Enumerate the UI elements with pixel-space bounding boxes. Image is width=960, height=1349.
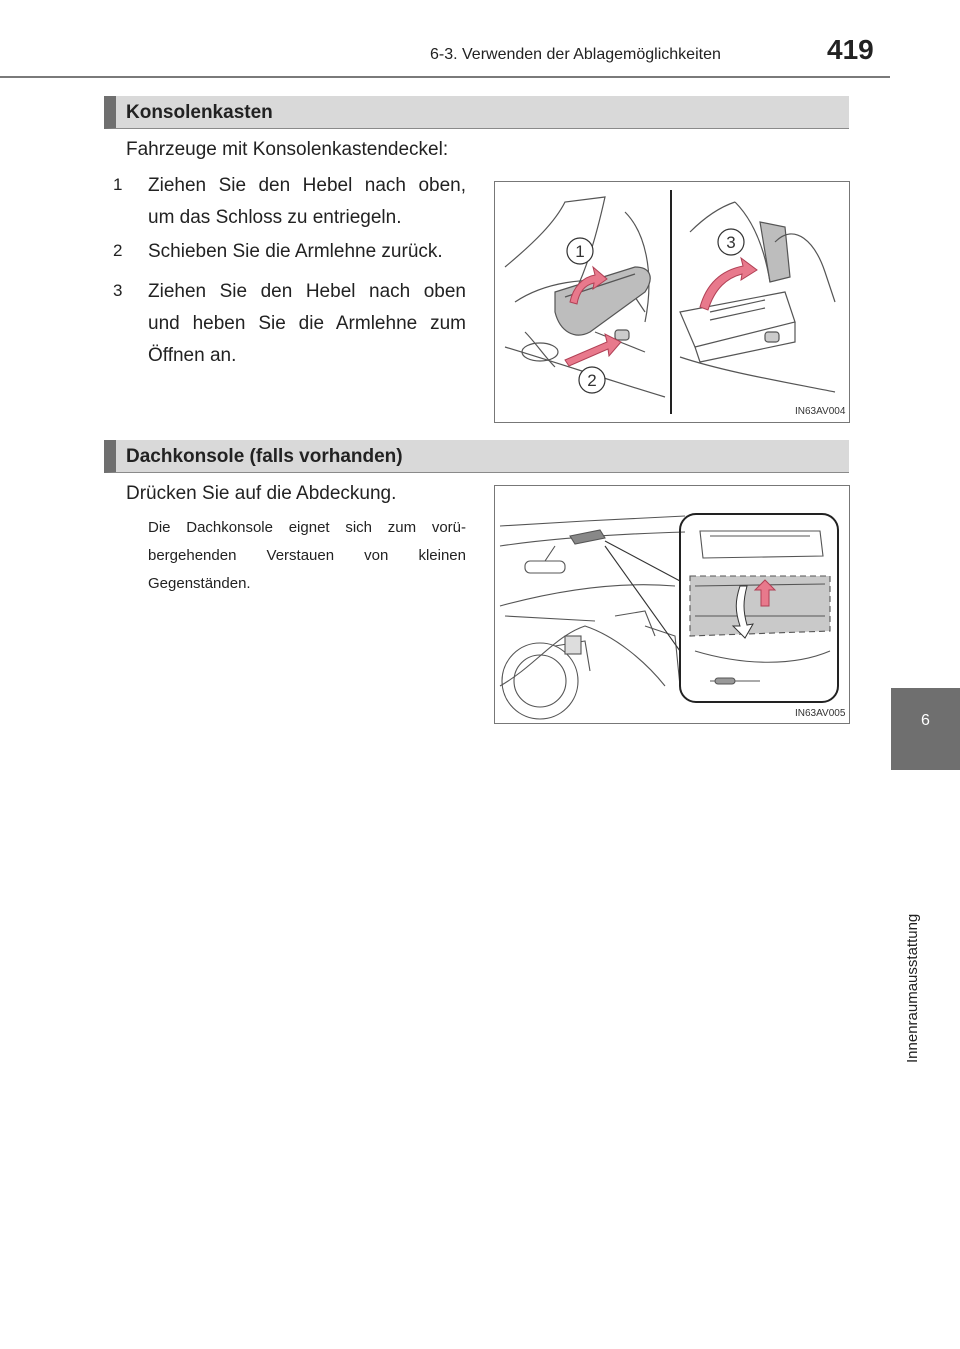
section-header-dachkonsole xyxy=(104,440,849,473)
section-instruction: Drücken Sie auf die Abdeckung. xyxy=(126,483,397,504)
note-line: Gegenständen. xyxy=(148,575,251,592)
figure-overhead-console xyxy=(494,485,850,724)
section-intro: Fahrzeuge mit Konsolenkastendeckel: xyxy=(126,139,449,160)
step-text xyxy=(148,276,466,372)
chapter-side-label: Innenraumausstattung xyxy=(904,913,921,1063)
figure-code: IN63AV004 xyxy=(795,406,846,417)
section-title: Dachkonsole (falls vorhanden) xyxy=(126,446,403,467)
step-line: um das Schloss zu entriegeln. xyxy=(148,207,402,228)
step-line: Ziehen Sie den Hebel nach oben, xyxy=(148,175,466,196)
step-number: 1 xyxy=(113,175,123,194)
step-line: Ziehen Sie den Hebel nach oben xyxy=(148,281,466,302)
step-number: 2 xyxy=(113,241,123,260)
page-number: 419 xyxy=(827,34,874,65)
figure-code: IN63AV005 xyxy=(795,708,846,719)
step-number: 3 xyxy=(113,281,123,300)
step-line: Öffnen an. xyxy=(148,345,237,366)
figure-console-box xyxy=(494,181,850,423)
section-title: Konsolenkasten xyxy=(126,102,273,123)
callout-3: 3 xyxy=(726,233,736,252)
step-line: Schieben Sie die Armlehne zurück. xyxy=(148,241,443,262)
chapter-tab-number: 6 xyxy=(921,712,930,729)
note-line: bergehenden Verstauen von kleinen xyxy=(148,547,466,564)
section-header-konsolenkasten xyxy=(104,96,849,129)
callout-2: 2 xyxy=(587,371,597,390)
step-text xyxy=(148,170,466,234)
console-box-illustration xyxy=(495,182,849,422)
header-rule xyxy=(0,76,890,78)
section-note xyxy=(148,514,466,598)
step-line: und heben Sie die Armlehne zum xyxy=(148,313,466,334)
callout-1: 1 xyxy=(575,242,585,261)
overhead-console-illustration xyxy=(495,486,849,723)
chapter-title: 6-3. Verwenden der Ablagemöglichkeiten xyxy=(430,46,721,63)
step-text xyxy=(148,236,466,268)
note-line: Die Dachkonsole eignet sich zum vorü- xyxy=(148,519,466,536)
